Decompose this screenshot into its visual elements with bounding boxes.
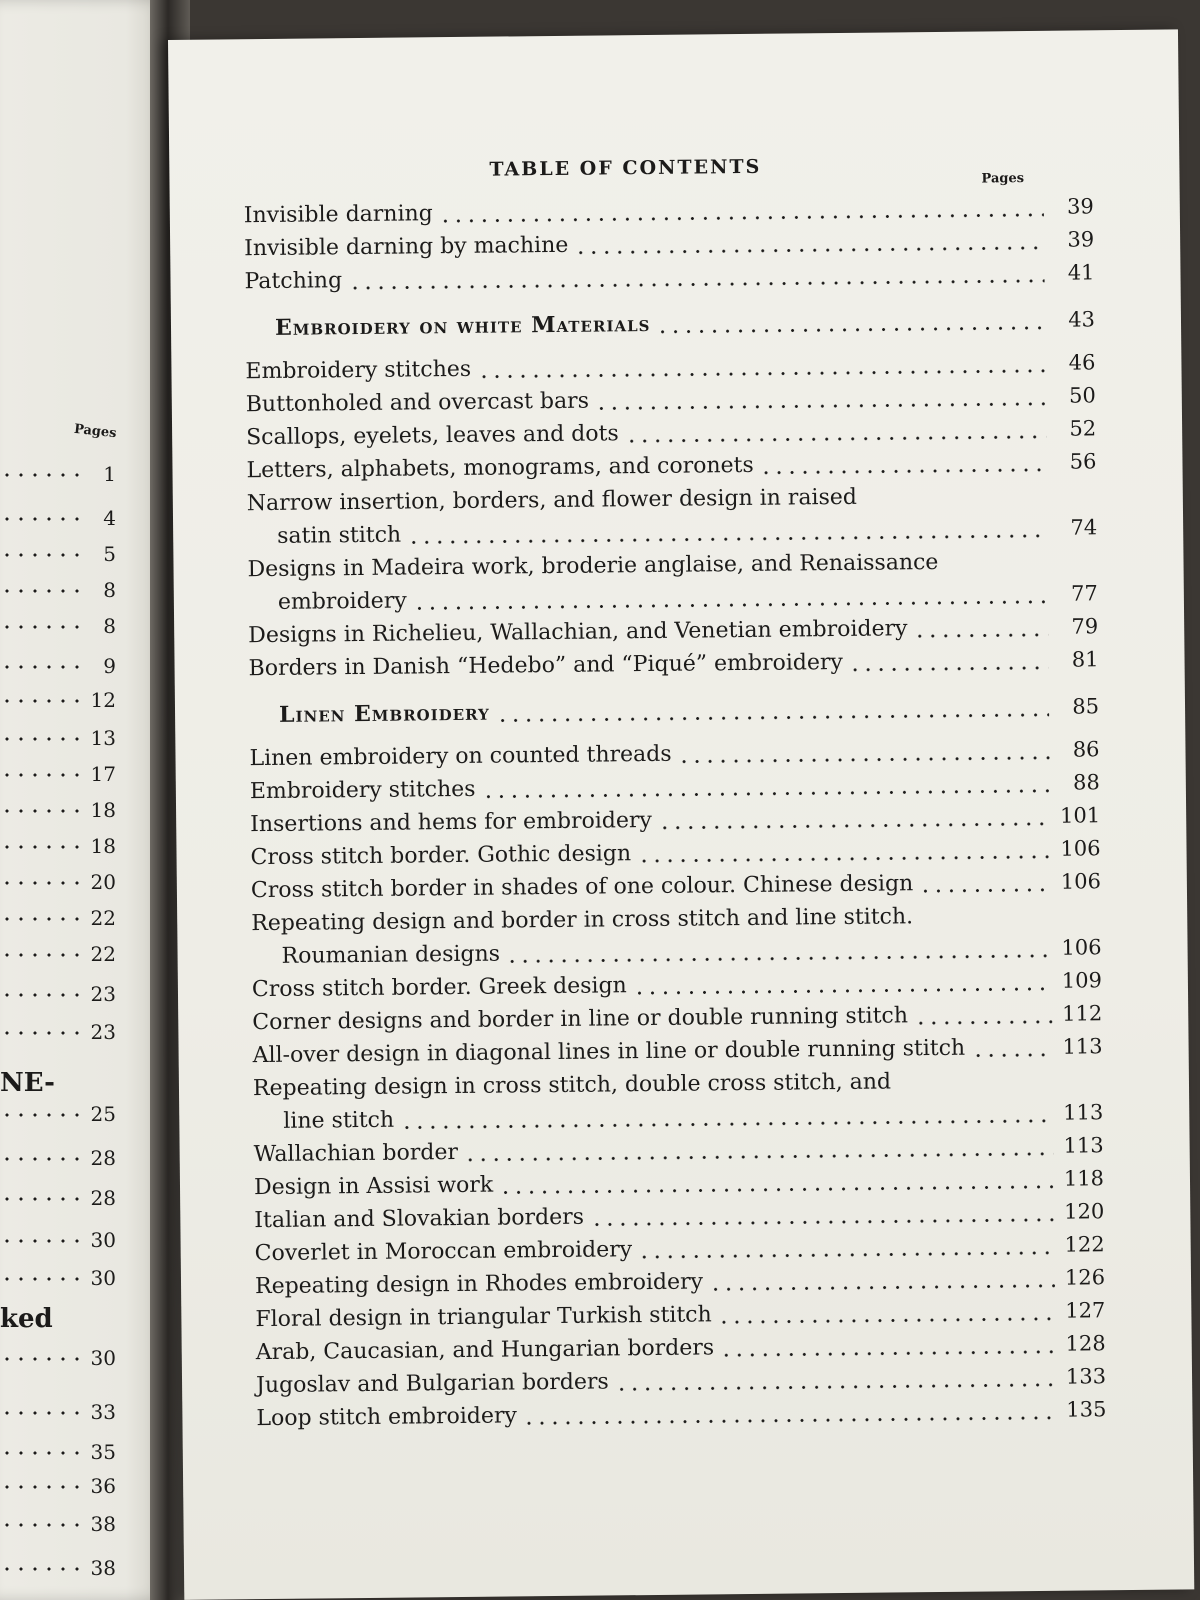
left-row [0,1346,120,1376]
left-row [0,614,120,644]
dot-leader [499,1183,1054,1195]
dot-leader [760,466,1047,475]
left-page-number: 1 [103,462,116,486]
toc-entry [247,478,1098,553]
dot-leader [638,1249,1055,1259]
dot-leader [914,1018,1052,1025]
left-row [0,942,120,972]
entry-title: Jugoslav and Bulgarian borders [255,1369,609,1399]
entry-title: line stitch [283,1107,395,1134]
entry-title: Linen embroidery on counted threads [249,741,672,772]
section-title: Embroidery on white Materials [274,310,651,341]
left-page-number: 33 [90,1400,116,1424]
entry-title: Italian and Slovakian borders [254,1204,585,1234]
entry-title: Cross stitch border in shades of one colour. Chinese design [250,871,914,904]
entry-page: 122 [1064,1232,1105,1257]
left-row [0,1102,120,1132]
left-page-number: 13 [90,726,116,750]
dot-leader [656,324,1045,334]
entry-title: Loop stitch embroidery [256,1403,518,1432]
entry-page: 133 [1065,1364,1107,1389]
left-page-number: 20 [90,870,116,894]
entry-title: Embroidery stitches [245,356,472,385]
left-row [0,1512,120,1542]
dot-leader [506,952,1052,964]
entry-title: Letters, alphabets, monograms, and coronets [246,452,754,484]
entry-page: 79 [1071,614,1099,639]
entry-title: Arab, Caucasian, and Hungarian borders [255,1335,715,1366]
left-row [0,1228,120,1258]
entry-title-line1: Designs in Madeira work, broderie anglaise, and Renaissance [247,549,939,583]
entry-page: 106 [1061,935,1102,960]
entry-page: 52 [1069,416,1097,441]
left-text-fragment: NE- [0,1068,55,1098]
dot-leader [849,664,1049,672]
entry-title: Corner designs and border in line or double running stitch [252,1003,909,1036]
entry-page: 85 [1072,694,1100,719]
entry-page: 120 [1064,1199,1105,1224]
left-row [0,688,120,718]
left-page-number: 23 [90,982,116,1006]
dot-leader [348,277,1044,290]
left-row [0,726,120,756]
entry-page: 106 [1060,836,1101,861]
left-page-number: 5 [103,542,116,566]
left-row [0,1440,120,1470]
left-row [0,542,120,572]
left-row [0,982,120,1012]
entry-page: 106 [1060,869,1101,894]
page-title: TABLE OF CONTENTS [489,155,762,181]
left-row [0,1400,120,1430]
entry-title-line1: Narrow insertion, borders, and flower design in raised [246,484,858,517]
left-page-number: 36 [90,1474,116,1498]
left-page-number: 4 [103,506,116,530]
entry-title: All-over design in diagonal lines in line or double running stitch [252,1035,966,1069]
left-page-number: 35 [90,1440,116,1464]
left-page [0,0,168,1600]
entry-title: Insertions and hems for embroidery [250,807,653,838]
left-row [0,798,120,828]
left-pages-label: Pages [73,421,118,442]
entry-page: 43 [1068,307,1096,332]
entry-page: 113 [1063,1100,1104,1125]
entry-title: Invisible darning by machine [244,232,569,262]
entry-page: 39 [1067,227,1095,252]
entry-title: Cross stitch border. Greek design [251,973,627,1003]
left-row [0,506,120,536]
dot-leader [658,820,1050,830]
left-row [0,906,120,936]
dot-leader [464,1150,1054,1162]
entry-title: Buttonholed and overcast bars [245,388,590,418]
dot-leader [914,631,1049,638]
entry-title: satin stitch [277,522,402,549]
left-page-number: 22 [90,906,116,930]
left-page-number: 18 [90,834,116,858]
toc-entry [247,544,1098,619]
pages-column-label: Pages [981,171,1025,187]
section-title: Linen Embroidery [278,699,490,728]
left-page-number: 30 [90,1266,116,1290]
left-page-number: 18 [90,798,116,822]
dot-leader [496,711,1049,723]
left-page-number: 28 [90,1186,116,1210]
dot-leader [709,1282,1055,1292]
dot-leader [637,853,1050,863]
dot-leader [590,1216,1054,1227]
left-page-number: 8 [103,614,116,638]
entry-page: 39 [1066,194,1094,219]
dot-leader [919,886,1051,893]
dot-leader [482,787,1050,799]
toc-section-heading [245,303,1095,345]
entry-page: 112 [1062,1001,1103,1026]
entry-page: 81 [1071,647,1099,672]
left-row [0,1266,120,1296]
dot-leader [439,211,1044,223]
dot-leader [400,1117,1053,1130]
dot-leader [523,1414,1057,1426]
entry-title: Borders in Danish “Hedebo” and “Piqué” embroidery [248,649,844,682]
entry-title: Designs in Richelieu, Wallachian, and Venetian embroidery [248,616,908,649]
entry-page: 86 [1072,737,1100,762]
entry-title: Cross stitch border. Gothic design [250,841,632,871]
right-page [168,29,1194,1599]
toc-entry [253,1063,1104,1138]
left-page-number: 30 [90,1228,116,1252]
dot-leader [477,367,1045,379]
entry-page: 50 [1068,383,1096,408]
left-page-number: 17 [90,762,116,786]
entry-page: 127 [1065,1298,1106,1323]
left-row [0,1474,120,1504]
entry-page: 88 [1072,770,1100,795]
entry-title: Invisible darning [243,201,433,229]
dot-leader [595,400,1046,411]
entry-title: Floral design in triangular Turkish stitch [255,1302,712,1333]
toc-entry [251,898,1102,973]
entry-title: Wallachian border [253,1140,459,1168]
entry-title: embroidery [277,588,407,615]
left-row [0,1020,120,1050]
entry-title: Patching [244,268,343,295]
entry-page: 128 [1065,1331,1106,1356]
entry-page: 101 [1059,803,1101,828]
entry-title: Scallops, eyelets, leaves and dots [246,421,619,451]
dot-leader [633,985,1052,995]
left-row [0,654,120,684]
left-row [0,834,120,864]
dot-leader [413,598,1048,611]
dot-leader [615,1381,1056,1392]
entry-page: 109 [1061,968,1103,993]
entry-title: Design in Assisi work [253,1172,494,1201]
entry-page: 46 [1068,350,1096,375]
entry-title-line1: Repeating design and border in cross stitch and line stitch. [251,904,914,937]
left-page-number: 8 [103,578,116,602]
entry-page: 113 [1062,1034,1103,1059]
left-page-number: 9 [103,654,116,678]
left-row [0,462,120,492]
entry-page: 77 [1070,581,1098,606]
left-page-number: 30 [90,1346,116,1370]
left-text-fragment: ked [0,1304,53,1334]
left-page-number: 22 [90,942,116,966]
left-row [0,762,120,792]
left-row [0,870,120,900]
dot-leader [625,433,1046,443]
dot-leader [971,1051,1053,1058]
left-page-number: 12 [90,688,116,712]
left-page-number: 23 [90,1020,116,1044]
entry-title: Coverlet in Moroccan embroidery [254,1237,633,1267]
entry-title-line1: Repeating design in cross stitch, double cross stitch, and [252,1069,892,1102]
dot-leader [718,1315,1056,1325]
entry-page: 41 [1067,260,1095,285]
entry-page: 56 [1069,449,1097,474]
toc-section-heading [249,690,1099,732]
left-row [0,1556,120,1586]
entry-title: Embroidery stitches [249,776,476,805]
left-row [0,1146,120,1176]
left-page-number: 28 [90,1146,116,1170]
left-row [0,1186,120,1216]
dot-leader [678,754,1050,764]
toc-list [244,190,1107,1435]
entry-title: Roumanian designs [281,941,501,969]
left-page-number: 38 [90,1556,116,1580]
entry-page: 135 [1066,1397,1107,1422]
left-page-number: 25 [90,1102,116,1126]
dot-leader [574,244,1044,255]
entry-title: Repeating design in Rhodes embroidery [254,1269,704,1300]
entry-page: 118 [1063,1166,1105,1191]
entry-page: 74 [1070,515,1098,540]
dot-leader [407,532,1047,545]
entry-page: 126 [1064,1265,1106,1290]
left-page-number: 38 [90,1512,116,1536]
left-row [0,578,120,608]
dot-leader [720,1348,1056,1358]
entry-page: 113 [1063,1133,1104,1158]
